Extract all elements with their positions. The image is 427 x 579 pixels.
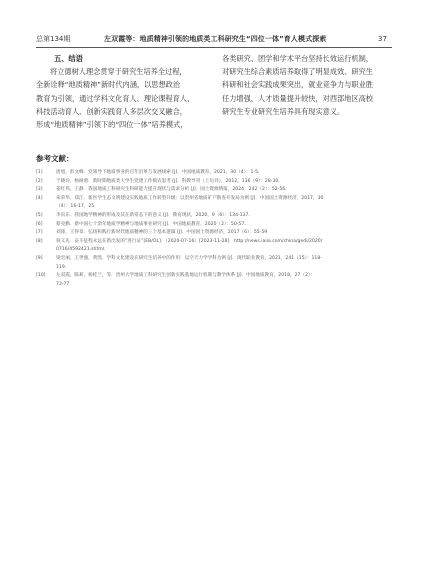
reference-item: [36, 255, 392, 272]
references-title: 参考文献：: [36, 154, 74, 163]
reference-text: 蔡克勤．新中国七十余年地质学精神与地质事业研究 [J]．中国地质教育，2020（2）：50-57．: [56, 221, 249, 227]
reference-text: 刘锋，王得章．弘扬和践行新时代地质精神的三个基本逻辑 [J]．中国国土资源经济，2017（6）：55-59: [56, 230, 268, 236]
reference-number: [3]: [36, 187, 43, 193]
conclusion-paragraph-left: [36, 65, 206, 131]
running-title: 左双霞等：地质精神引领的地质类工科研究生“四位一体”育人模式探索: [104, 35, 327, 43]
reference-number: [7]: [36, 230, 43, 236]
reference-text: 李向东．我国地学精神的形成及其在新常态下的意义 [J]．教育现状，2020，9（6）：134-137．: [56, 212, 254, 218]
reference-text-continued: 0716/4592421.shtml．: [56, 247, 109, 253]
page-number: 37: [378, 35, 387, 43]
text-line: 科研和社会实践成果突出，就业竞争力与职业胜: [222, 80, 373, 90]
body-column-right: [222, 52, 392, 118]
reference-text: 姜红伟，王静．我国地质工科研究生科研能力提升现状与需求分析 [J]．国土资源情报，2024，242（2）：52-56．: [56, 187, 290, 193]
text-line: 研究生专业研究生培养具有现实意义。: [222, 106, 345, 116]
reference-item: [36, 195, 392, 212]
reference-item: [36, 169, 392, 178]
reference-text: 叙义先．奋斗征程永远在新出发的“进行证”[EB/OL]．（2020-07-16）[2023-11-28]．http://news.iaiia.com/china/gedi/2020/: [56, 238, 323, 244]
reference-text-continued: （4）：16-17，25．: [56, 204, 99, 210]
reference-item: [36, 229, 392, 238]
reference-number: [2]: [36, 178, 43, 184]
reference-text: 左双霞，陈莉，杨桂兰，等．贵州大学地质工科研究生创新实践基地运行机制与教学体系 [J]．中国地质教育，2018，27（2）：: [56, 273, 315, 279]
text-line: 对研究生综合素质培养取得了明显成效、研究生: [222, 67, 373, 77]
reference-number: [5]: [36, 212, 43, 218]
text-line: 将立德树人理念贯穿于研究生培养全过程，: [50, 67, 187, 77]
text-line: 科技活动育人、创新实践育人多层次交叉融合，: [36, 106, 187, 116]
reference-text: 朱荣华，郑江．新医学生态文明建设实践地质工作转型升级：以贵州省地质矿产勘查开发局为例 [J]．中国国土资源经济，2017，30: [56, 195, 324, 201]
reference-item: [36, 272, 392, 289]
reference-text-continued: 73-77．: [56, 281, 74, 287]
reference-number: [8]: [36, 238, 43, 244]
reference-item: [36, 186, 392, 195]
issue-number: 总第134期: [36, 35, 71, 43]
conclusion-paragraph-right: [222, 52, 392, 118]
reference-item: [36, 238, 392, 255]
text-line: 教育为引领，通过学科文化育人、理论课程育人、: [36, 93, 195, 103]
reference-item: [36, 178, 392, 187]
text-line: 任力增强，人才质量提升较快，对西部地区高校: [222, 93, 373, 103]
reference-text: 唐旭，彭文峰．党领导下地质事业的百年沿革与发展线索 [J]．中国地质教育，2021，30（4）：1-5．: [56, 170, 263, 175]
text-line: 全新诠释“地质精神”新时代内涵，以思想政治: [36, 80, 181, 90]
reference-text-continued: 119．: [56, 264, 70, 270]
reference-number: [10]: [36, 273, 46, 279]
reference-item: [36, 212, 392, 221]
text-line: 形成“地质精神”引领下的“四位一体”培养模式，: [36, 120, 188, 130]
reference-number: [6]: [36, 221, 43, 227]
reference-text: 梁宏丽，王世强，黄凯．学科文化建设在研究生培养中的作用：以空天力学学科为例 [J]．现代职业教育，2021，241（15）：118-: [56, 255, 322, 261]
reference-item: [36, 221, 392, 230]
reference-list: [36, 169, 392, 289]
header-rule: [36, 47, 392, 48]
section-title: 五、结语: [54, 54, 83, 63]
reference-text: 于晓玲，杨树蕾．新时期地质类大学生党建工作模式思考 [J]．科教导刊（上旬刊），2012，136（9）：28-30．: [56, 178, 283, 184]
reference-number: [4]: [36, 195, 43, 201]
reference-number: [9]: [36, 255, 43, 261]
body-column-left: [36, 52, 206, 131]
text-line: 各类研究、团学和学术平台坚持长效运行机制，: [222, 54, 373, 63]
reference-number: [1]: [36, 170, 43, 175]
running-header: [0, 33, 427, 47]
